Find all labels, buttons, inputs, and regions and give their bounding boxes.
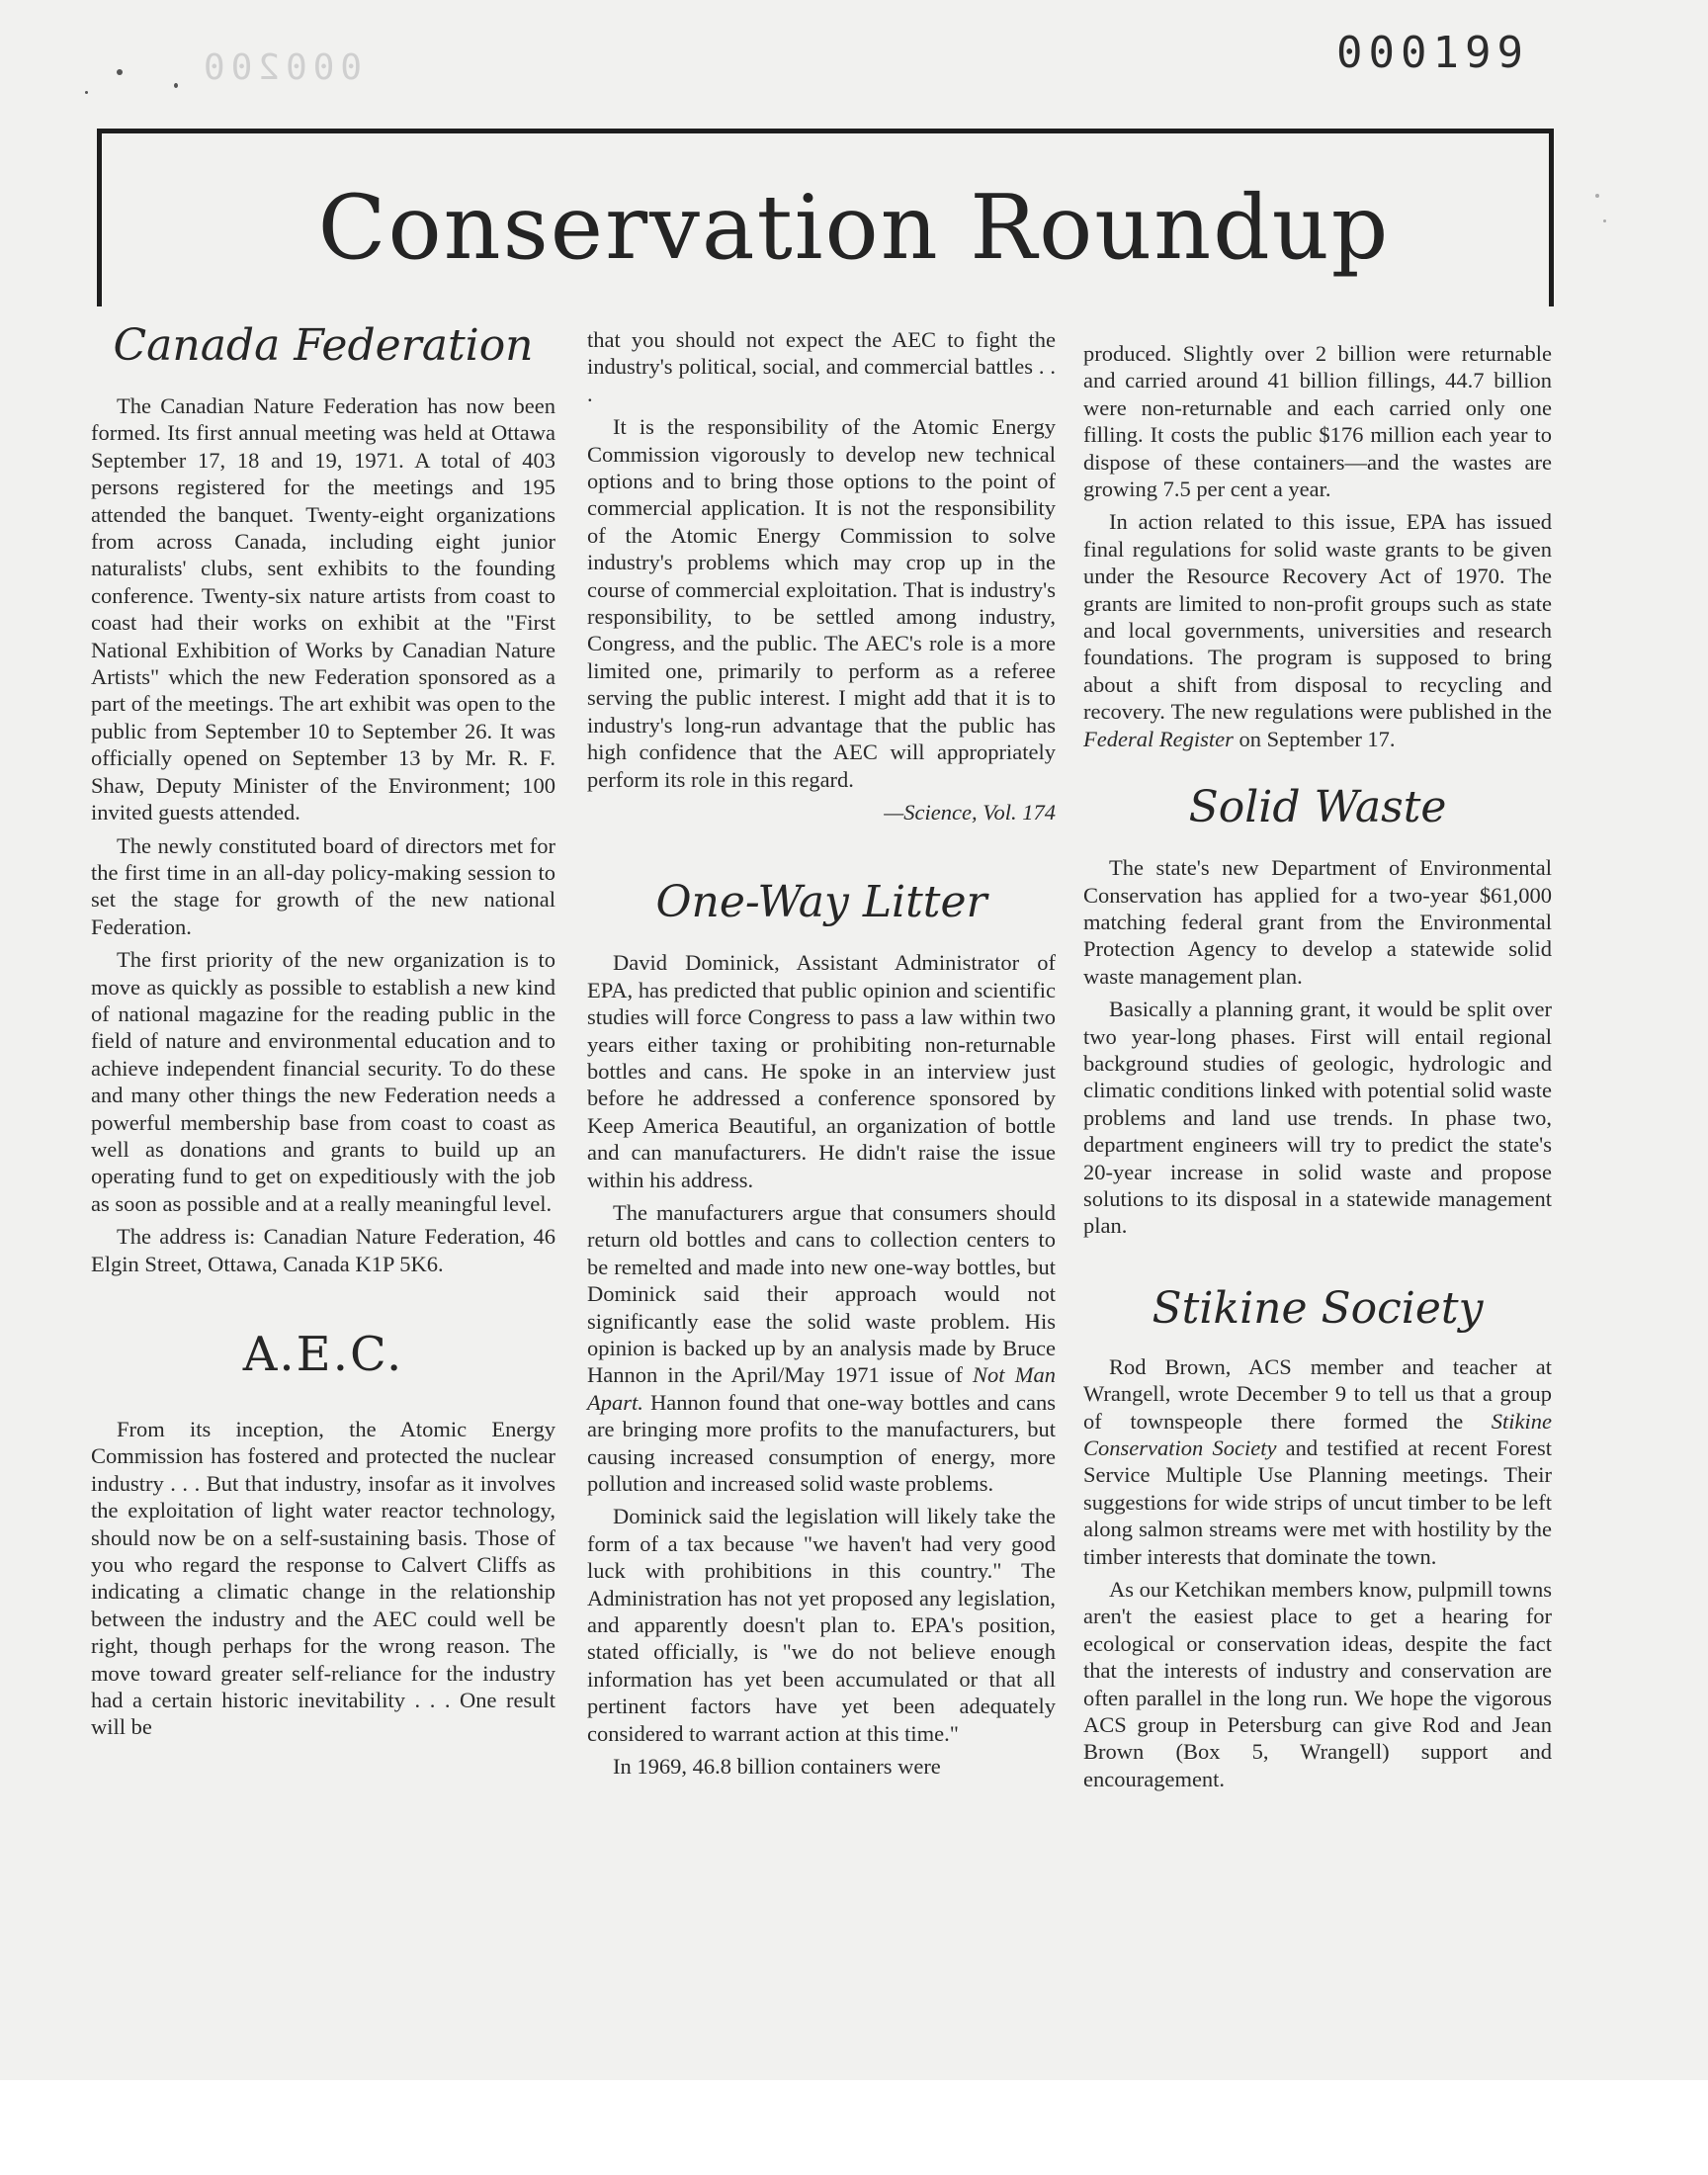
column-2 — [587, 326, 1056, 1786]
canada-paragraph: The address is: Canadian Nature Federation, 46 Elgin Street, Ottawa, Canada K1P 5K6. — [91, 1224, 555, 1276]
litter-paragraph-continued: produced. Slightly over 2 billion were returnable and carried around 41 billion fillings, 44.7 billion were non-returnable and each carried only one filling. It costs the public $176 million each year to dispose of these containers—and the wastes are growing 7.5 per cent a year. — [1083, 341, 1552, 502]
litter-paragraph: In 1969, 46.8 billion containers were — [613, 1754, 941, 1780]
litter-publication-title: Not Man Apart. — [587, 1362, 1056, 1415]
document-number: 000199 — [1336, 28, 1529, 78]
litter-text: on September 17. — [1233, 726, 1396, 751]
stikine-text: Rod Brown, ACS member and teacher at Wrangell, wrote December 9 to tell us that a group of townspeople there formed the — [1083, 1353, 1552, 1434]
column-3 — [1083, 340, 1552, 1798]
aec-paragraph-continued: that you should not expect the AEC to fight the industry's political, social, and commercial battles . . . — [587, 327, 1056, 406]
stikine-paragraph: As our Ketchikan members know, pulpmill towns aren't the easiest place to get a hearing for ecological or conservation ideas, despite the fact that the interests of industry and conservation are often parallel in the long run. We hope the vigorous ACS group in Petersburg can give Rod and Jean Brown (Box 5, Wrangell) support and encouragement. — [1083, 1577, 1552, 1791]
litter-paragraph: Dominick said the legislation will likely take the form of a tax because "we haven't had very good luck with prohibitions in this country." The Administration has not yet proposed any legislation, and apparently doesn't plan to. EPA's position, stated officially, is "we do not believe enough information has yet been accumulated or that all pertinent factors have yet been adequately considered to warrant action at this time." — [587, 1504, 1056, 1746]
canada-paragraph: The newly constituted board of directors met for the first time in an all-day policy-making session to set the stage for growth of the new national Federation. — [91, 832, 555, 939]
canada-paragraph: The first priority of the new organization is to move as quickly as possible to establish a new kind of national magazine for the reading public in the field of nature and environmental education and to achieve independent financial security. To do these and many other things the new Federation needs a powerful membership base from coast to coast as well as donations and grants to build up an operating fund to get on expeditiously with the job as soon as possible and at a really meaningful level. — [91, 947, 555, 1216]
litter-text: The manufacturers argue that consumers should return old bottles and cans to collection centers to be remelted and made into new one-way bottles, but Dominick said their approach would not significantly ease the solid waste problem. His opinion is backed up by an analysis made by Bruce Hannon in the April/May 1971 issue of — [587, 1199, 1056, 1388]
heading-aec: A.E.C. — [242, 1327, 404, 1382]
canada-paragraph: The Canadian Nature Federation has now been formed. Its first annual meeting was held at Ottawa September 17, 18 and 19, 1971. A total of 403 persons registered for the meetings and 195 attended the banquet. Twenty-eight organizations from across Canada, including eight junior naturalists' clubs, sent exhibits to the founding conference. Twenty-six nature artists from coast to coast had their works on exhibit at the "First National Exhibition of Works by Canadian Nature Artists" which the new Federation sponsored as a part of the meetings. The art exhibit was open to the public from September 10 to September 26. It was officially opened on September 13 by Mr. R. F. Shaw, Deputy Minister of the Environment; 100 invited guests attended. — [91, 393, 555, 826]
aec-attribution: —Science, Vol. 174 — [884, 799, 1056, 825]
speck-mark — [117, 69, 123, 75]
litter-paragraph: David Dominick, Assistant Administrator of EPA, has predicted that public opinion and scientific studies will force Congress to pass a law within two years either taxing or prohibiting non-returnable bottles and cans. He spoke in an interview just before he addressed a conference sponsored by Keep America Beautiful, an organization of bottle and can manufacturers. He didn't raise the issue within his address. — [587, 950, 1056, 1192]
stikine-paragraph — [1083, 1353, 1552, 1570]
heading-stikine-society: Stikine Society — [1152, 1282, 1484, 1334]
stikine-society-name: Stikine Conservation Society — [1083, 1408, 1552, 1460]
column-1 — [91, 316, 555, 1747]
speck-mark — [85, 91, 88, 94]
solid-paragraph: The state's new Department of Environmental Conservation has applied for a two-year $61,000 matching federal grant from the Environmental Protection Agency to develop a statewide solid waste management plan. — [1083, 855, 1552, 989]
litter-publication-title: Federal Register — [1083, 726, 1234, 751]
bottom-margin — [0, 2080, 1708, 2175]
heading-solid-waste: Solid Waste — [1188, 782, 1447, 833]
litter-text: In action related to this issue, EPA has issued final regulations for solid waste grants to be given under the Resource Recovery Act of 1970. The grants are limited to non-profit groups such as state and local governments, universities and research foundations. The program is supposed to bring about a shift from disposal to recycling and recovery. The new regulations were published in the — [1083, 509, 1552, 725]
heading-one-way-litter: One-Way Litter — [655, 877, 987, 928]
speck-mark — [174, 83, 178, 88]
solid-paragraph: Basically a planning grant, it would be split over two year-long phases. First will entail regional background studies of geologic, hydrologic and climatic conditions linked with potential solid waste problems and land use trends. In phase two, department engineers will try to predict the state's 20-year increase in solid waste and propose solutions to its disposal in a statewide management plan. — [1083, 997, 1552, 1239]
aec-paragraph: From its inception, the Atomic Energy Commission has fostered and protected the nuclear industry . . . But that industry, insofar as it involves the exploitation of light water reactor technology, should now be on a self-sustaining basis. Those of you who regard the response to Calvert Cliffs as indicating a climatic change in the relationship between the industry and the AEC could well be right, though perhaps for the wrong reason. The move toward greater self-reliance for the industry had a certain historic inevitability . . . One result will be — [91, 1417, 555, 1740]
litter-text: Hannon found that one-way bottles and cans are bringing more profits to the manufacturers, but causing increased consumption of energy, more pollution and increased solid waste problems. — [587, 1389, 1056, 1497]
aec-paragraph: It is the responsibility of the Atomic Energy Commission vigorously to develop new technical options and to bring those options to the point of commercial application. It is not the responsibility of the Atomic Energy Commission to solve industry's problems which may crop up in the course of commercial exploitation. That is industry's responsibility, to be settled among industry, Congress, and the public. The AEC's role is a more limited one, primarily to perform as a referee serving the public interest. I might add that it is to industry's long-run advantage that the public has high confidence that the AEC will appropriately perform its role in this regard. — [587, 414, 1056, 792]
litter-paragraph — [1083, 508, 1552, 752]
heading-canada-federation: Canada Federation — [113, 320, 534, 371]
stikine-text: and testified at recent Forest Service Multiple Use Planning meetings. Their suggestions for wide strips of uncut timber to be left along salmon streams were met with hostility by the timber interests that dominate the town. — [1083, 1436, 1552, 1569]
litter-paragraph — [587, 1199, 1056, 1497]
ghost-bleedthrough-number: 000200 — [198, 47, 363, 88]
masthead-title: Conservation Roundup — [317, 176, 1391, 280]
